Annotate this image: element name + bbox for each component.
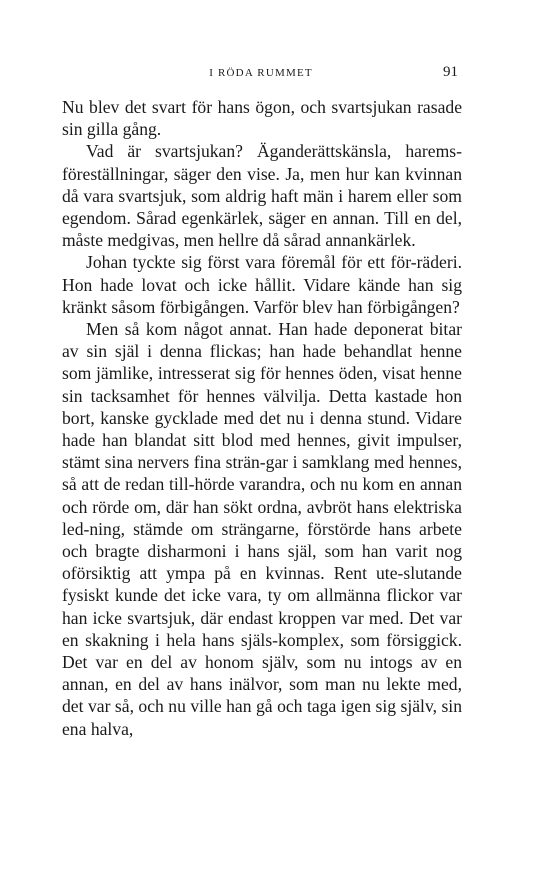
paragraph: Vad är svartsjukan? Äganderättskänsla, harems-föreställningar, säger den vise. Ja, men hur kan kvinnan då vara svartsjuk, som aldrig haft män i harem eller som egendom. Sårad egenkärlek, säger en annan. Till en del, måste medgivas, men hellre då sårad annankärlek. xyxy=(62,141,462,251)
paragraph: Johan tyckte sig först vara föremål för ett för-räderi. Hon hade lovat och icke hållit. Vidare kände han sig kränkt såsom förbigången. Varför blev han förbigången? xyxy=(62,252,462,317)
page-header xyxy=(62,64,460,84)
running-title: I RÖDA RUMMET xyxy=(209,67,313,79)
body-text xyxy=(62,96,462,740)
paragraph: Men så kom något annat. Han hade deponerat bitar av sin själ i denna flickas; han hade behandlat henne som jämlike, intresserat sig för hennes öden, visat henne sin tacksamhet för hennes välvilja. Detta kastade hon bort, kanske gycklade med det nu i denna stund. Vidare hade han blandat sitt blod med hennes, givit impulser, stämt sina nervers fina strän-gar i samklang med hennes, så att de redan till-hörde varandra, och nu kom en annan och rörde om, där han sökt ordna, avbröt hans elektriska led-ning, stämde om strängarne, förstörde hans arbete och bragte disharmoni i hans själ, som han varit nog oförsiktig att ympa på en kvinnas. Rent ute-slutande fysiskt kunde det icke vara, ty om allmänna flickor var han icke svartsjuk, där endast kroppen var med. Det var en skakning i hela hans själs-komplex, som försiggick. Det var en del av honom själv, som nu intogs av en annan, en del av hans inälvor, som man nu lekte med, det var så, och nu ville han gå och taga igen sig själv, sin ena halva, xyxy=(62,319,462,739)
page-number: 91 xyxy=(443,64,458,80)
paragraph: Nu blev det svart för hans ögon, och svartsjukan rasade sin gilla gång. xyxy=(62,97,462,140)
